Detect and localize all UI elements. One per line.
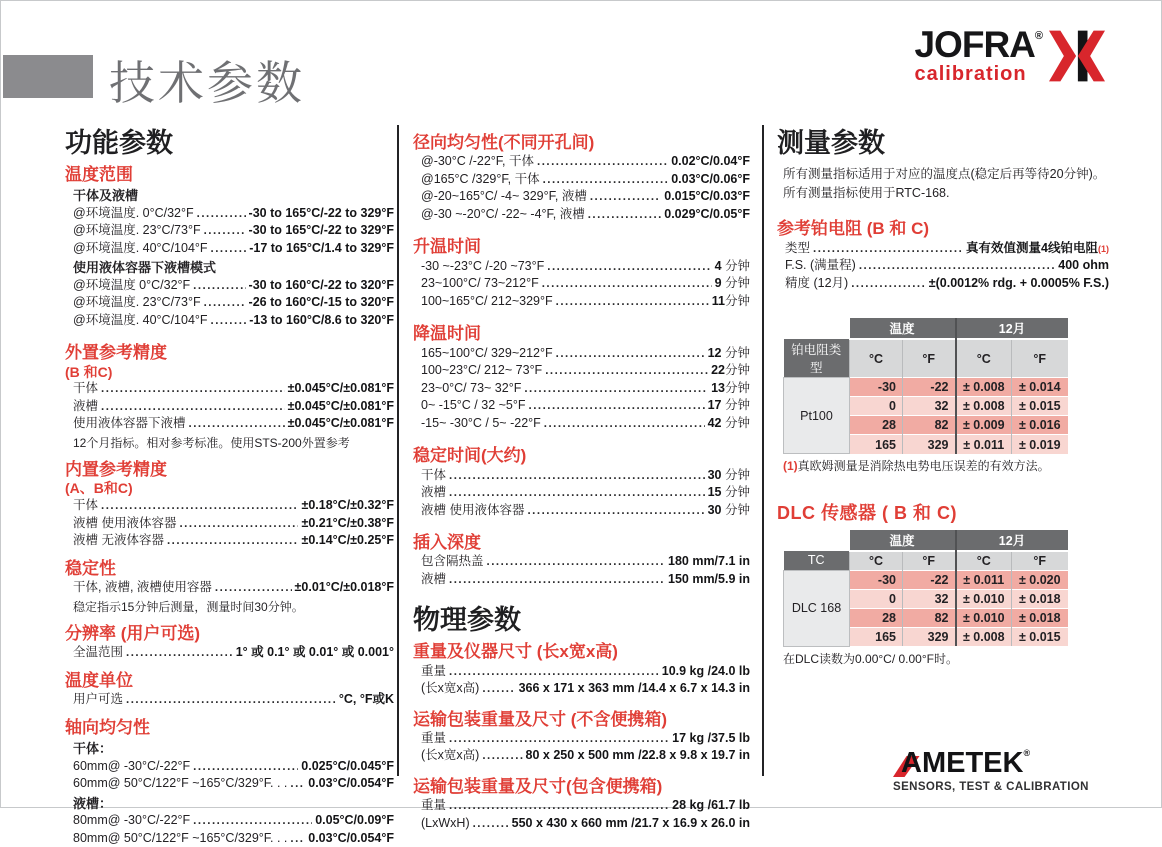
section-heading-measurement: 测量参数 xyxy=(777,128,885,158)
table-row: 165 329 ± 0.008 ± 0.015 xyxy=(784,627,1068,646)
spec-row: @165°C /329°F, 干体 ..... 0.03°C/0.06°F xyxy=(413,171,750,189)
jofra-logo xyxy=(914,24,1105,86)
spec-row: @-30°C /-22°F, 干体 ..... 0.02°C/0.04°F xyxy=(413,153,750,171)
spec-row: (长x宽x高) ..... 366 x 171 x 363 mm /14.4 x 6.7 x 14.3 in xyxy=(413,680,750,698)
spec-row: 重量 ..... 17 kg /37.5 lb xyxy=(413,730,750,748)
registered-mark: ® xyxy=(1034,30,1042,42)
spec-row: 165~100°C/ 329~212°F ..... 12 分钟 xyxy=(413,345,750,363)
table-group-header-temperature: 温度 xyxy=(850,530,956,551)
table-row: 0 32 ± 0.008 ± 0.015 xyxy=(784,397,1068,416)
middle-column xyxy=(413,129,750,832)
sensor-type-cell: DLC 168 xyxy=(784,570,850,646)
measurement-note-2: 所有测量指标使用于RTC-168. xyxy=(783,186,950,201)
table-group-header-12month: 12月 xyxy=(956,318,1068,339)
measurement-parameters-column xyxy=(777,129,1109,667)
spec-row: 类型 ..... 真有效值测量4线铂电阻 (1) xyxy=(777,240,1109,258)
section-temp-unit: 温度单位 用户可选 ..... °C, °F或K xyxy=(65,671,394,709)
spec-row: 全温范围 ..... 1° 或 0.1° 或 0.01° 或 0.001° xyxy=(65,644,394,662)
spec-row: @-30 ~-20°C/ -22~ -4°F, 液槽 ..... 0.029°C/0.05°F xyxy=(413,206,750,224)
section-heatup-time: 升温时间 -30 ~-23°C /-20 ~73°F ..... 4 分钟 23~100°C/ 73~212°F ..... 9 分钟 100~165°C/ 212~329°F ..... 11 分钟 xyxy=(413,237,750,310)
spec-row: 80mm@ -30°C/-22°F ..... 0.05°C/0.09°F xyxy=(65,812,394,830)
section-heading-physical: 物理参数 xyxy=(413,605,521,636)
table-group-header-12month: 12月 xyxy=(956,530,1068,551)
spec-row: (LxWxH) ..... 550 x 430 x 660 mm /21.7 x 16.9 x 26.0 in xyxy=(413,815,750,833)
section-internal-reference-accuracy: 内置参考精度 (A、B和C) 干体 ..... ±0.18°C/±0.32°F 液槽 使用液体容器 ..... ±0.21°C/±0.38°F 液槽 无液体容器 ..... ±0.14°C/±0.25°F xyxy=(65,460,394,550)
page-title: 技术参数 xyxy=(109,58,305,109)
table-row: Pt100 -30 -22 ± 0.008 ± 0.014 xyxy=(784,378,1068,397)
section-shipping-weight-case: 运输包装重量及尺寸(包含便携箱) 重量 ..... 28 kg /61.7 lb (LxWxH) ..... 550 x 430 x 660 mm /21.7 x 16.9 x 26.0 in xyxy=(413,777,750,832)
spec-row: 0~ -15°C / 32 ~5°F ..... 17 分钟 xyxy=(413,397,750,415)
jofra-logo-text xyxy=(914,24,1042,86)
jofra-logo-mark-icon xyxy=(1049,27,1105,85)
section-reference-prt: 参考铂电阻 (B 和 C) 类型 ..... 真有效值测量4线铂电阻 (1) F.S. (满量程) ..... 400 ohm 精度 (12月) ..... ±(0.0012% rdg. + 0.0005% F.S.) xyxy=(777,219,1109,292)
spec-row: 液槽 使用液体容器 ..... ±0.21°C/±0.38°F xyxy=(65,515,394,533)
spec-row: @环境温度. 23°C/73°F ..... -26 to 160°C/-15 to 320°F xyxy=(65,294,394,312)
table-row: DLC 168 -30 -22 ± 0.011 ± 0.020 xyxy=(784,570,1068,589)
footnote-marker: (1) xyxy=(1098,243,1109,254)
spec-row: @环境温度. 40°C/104°F ..... -17 to 165°C/1.4 to 329°F xyxy=(65,240,394,258)
spec-row: 干体 ..... ±0.045°C/±0.081°F xyxy=(65,380,394,398)
spec-row: (长x宽x高) ..... 80 x 250 x 500 mm /22.8 x 9.8 x 19.7 in xyxy=(413,747,750,765)
section-axial-homogeneity: 轴向均匀性 干体： 60mm@ -30°C/-22°F ..... 0.025°C/0.045°F 60mm@ 50°C/122°F ~165°C/329°F. . . ..... 0.03°C/0.054°F 液槽： 80mm@ -30°C/-22°F ..... 0.05°C/0.09°F 80mm@ 50°C/122°F ~165°C/329°F. . . ..... 0.03°C/0.054°F xyxy=(65,718,394,847)
section-weight-size: 重量及仪器尺寸 (长x宽x高) 重量 ..... 10.9 kg /24.0 lb (长x宽x高) ..... 366 x 171 x 363 mm /14.4 x 6.7 x 14.3 in xyxy=(413,642,750,697)
dlc-accuracy-table: 温度 12月 TC °C °F °C °F DLC 168 -30 -22 ± 0.011 ± 0.020 0 32 ± 0.010 ± 0.018 28 82 ± 0.010 ± 0.018 165 329 ± 0.008 ± 0.015 xyxy=(783,530,1068,647)
spec-row: 用户可选 ..... °C, °F或K xyxy=(65,691,394,709)
spec-row: -30 ~-23°C /-20 ~73°F ..... 4 分钟 xyxy=(413,258,750,276)
section-cooldown-time: 降温时间 165~100°C/ 329~212°F ..... 12 分钟 100~23°C/ 212~ 73°F ..... 22 分钟 23~0°C/ 73~ 32°F ..... 13 分钟 0~ -15°C / 32 ~5°F ..... 17 分钟 -15~ -30°C / 5~ -22°F ..... 42 分钟 xyxy=(413,324,750,432)
spec-row: 23~0°C/ 73~ 32°F ..... 13 分钟 xyxy=(413,380,750,398)
section-resolution: 分辨率 (用户可选) 全温范围 ..... 1° 或 0.1° 或 0.01° 或 0.001° xyxy=(65,624,394,662)
section-temp-range: 温度范围 干体及液槽 @环境温度. 0°C/32°F ..... -30 to 165°C/-22 to 329°F @环境温度. 23°C/73°F ..... -30 to 165°C/-22 to 329°F @环境温度. 40°C/104°F ..... -17 to 165°C/1.4 to 329°F 使用液体容器下液槽模式 @环境温度 0°C/32°F ..... -30 to 160°C/-22 to 320°F @环境温度. 23°C/73°F ..... -26 to 160°C/-15 to 320°F @环境温度. 40°C/104°F ..... -13 to 160°C/8.6 to 320°F xyxy=(65,165,394,329)
column-divider xyxy=(397,125,399,776)
spec-row: 重量 ..... 28 kg /61.7 lb xyxy=(413,797,750,815)
spec-row: 液槽 ..... ±0.045°C/±0.081°F xyxy=(65,398,394,416)
spec-row: @环境温度 0°C/32°F ..... -30 to 160°C/-22 to 320°F xyxy=(65,277,394,295)
measurement-note-1: 所有测量指标适用于对应的温度点(稳定后再等待20分钟)。 xyxy=(783,166,1106,181)
section-note: 稳定指示15分钟后测量，测量时间30分钟。 xyxy=(73,599,304,614)
section-external-reference-accuracy: 外置参考精度 (B 和C) 干体 ..... ±0.045°C/±0.081°F 液槽 ..... ±0.045°C/±0.081°F 使用液体容器下液槽 ..... ±0.045°C/±0.081°F 12个月指标。相对参考标准。使用STS-200外置参考 xyxy=(65,343,394,451)
spec-row: @环境温度. 23°C/73°F ..... -30 to 165°C/-22 to 329°F xyxy=(65,222,394,240)
spec-row: 100~23°C/ 212~ 73°F ..... 22 分钟 xyxy=(413,362,750,380)
section-heading-functional: 功能参数 xyxy=(65,128,173,158)
spec-row: 干体, 液槽, 液槽使用容器 ..... ±0.01°C/±0.018°F xyxy=(65,579,394,597)
table-row-header: TC xyxy=(784,551,850,570)
section-stabilization-time: 稳定时间(大约) 干体 ..... 30 分钟 液槽 ..... 15 分钟 液槽 使用液体容器 ..... 30 分钟 xyxy=(413,446,750,519)
section-radial-homogeneity: 径向均匀性(不同开孔间) @-30°C /-22°F, 干体 ..... 0.02°C/0.04°F @165°C /329°F, 干体 ..... 0.03°C/0.06°F @-20~165°C/ -4~ 329°F, 液槽 ..... 0.015°C/0.03°F @-30 ~-20°C/ -22~ -4°F, 液槽 ..... 0.029°C/0.05°F xyxy=(413,133,750,223)
spec-row: @环境温度. 0°C/32°F ..... -30 to 165°C/-22 to 329°F xyxy=(65,205,394,223)
section-insertion-depth: 插入深度 包含隔热盖 ..... 180 mm/7.1 in 液槽 ..... 150 mm/5.9 in xyxy=(413,533,750,588)
spec-row: F.S. (满量程) ..... 400 ohm xyxy=(777,257,1109,275)
functional-parameters-column xyxy=(65,129,394,847)
spec-row: 100~165°C/ 212~329°F ..... 11 分钟 xyxy=(413,293,750,311)
table-group-header-temperature: 温度 xyxy=(850,318,956,339)
spec-row: 包含隔热盖 ..... 180 mm/7.1 in xyxy=(413,553,750,571)
section-shipping-weight-nocase: 运输包装重量及尺寸 (不含便携箱) 重量 ..... 17 kg /37.5 lb (长x宽x高) ..... 80 x 250 x 500 mm /22.8 x 9.8 x 19.7 in xyxy=(413,710,750,765)
spec-row: 液槽 使用液体容器 ..... 30 分钟 xyxy=(413,502,750,520)
table-row: 165 329 ± 0.011 ± 0.019 xyxy=(784,435,1068,454)
section-stability: 稳定性 干体, 液槽, 液槽使用容器 ..... ±0.01°C/±0.018°F 稳定指示15分钟后测量，测量时间30分钟。 xyxy=(65,559,394,615)
spec-row: @环境温度. 40°C/104°F ..... -13 to 160°C/8.6 to 320°F xyxy=(65,312,394,330)
spec-row: 使用液体容器下液槽 ..... ±0.045°C/±0.081°F xyxy=(65,415,394,433)
jofra-brand-name: JOFRA® xyxy=(914,24,1042,65)
header-accent-block xyxy=(3,55,93,98)
spec-row: 精度 (12月) ..... ±(0.0012% rdg. + 0.0005% F.S.) xyxy=(777,275,1109,293)
table-row: 28 82 ± 0.010 ± 0.018 xyxy=(784,608,1068,627)
spec-row: 液槽 ..... 150 mm/5.9 in xyxy=(413,571,750,589)
pt100-accuracy-table: 温度 12月 铂电阻类型 °C °F °C °F Pt100 -30 -22 ± 0.008 ± 0.014 0 32 ± 0.008 ± 0.015 28 82 ± 0.009 ± 0.016 165 329 ± 0.011 ± 0.019 xyxy=(783,318,1068,454)
spec-row: 液槽 ..... 15 分钟 xyxy=(413,484,750,502)
section-dlc-sensor: DLC 传感器 ( B 和 C) xyxy=(777,502,957,523)
table-row: 28 82 ± 0.009 ± 0.016 xyxy=(784,416,1068,435)
spec-row: @-20~165°C/ -4~ 329°F, 液槽 ..... 0.015°C/0.03°F xyxy=(413,188,750,206)
spec-row: 80mm@ 50°C/122°F ~165°C/329°F. . . ..... 0.03°C/0.054°F xyxy=(65,830,394,847)
ametek-logo xyxy=(893,747,1107,793)
sensor-type-cell: Pt100 xyxy=(784,378,850,454)
column-divider xyxy=(762,125,764,776)
spec-row: 60mm@ -30°C/-22°F ..... 0.025°C/0.045°F xyxy=(65,758,394,776)
spec-row: 23~100°C/ 73~212°F ..... 9 分钟 xyxy=(413,275,750,293)
ametek-brand-sub: SENSORS, TEST & CALIBRATION xyxy=(893,781,1089,793)
table-footnote: (1)真欧姆测量是消除热电势电压误差的有效方法。 xyxy=(783,459,1050,474)
spec-row: 干体 ..... 30 分钟 xyxy=(413,467,750,485)
table-row-header: 铂电阻类型 xyxy=(784,339,850,378)
spec-row: 干体 ..... ±0.18°C/±0.32°F xyxy=(65,497,394,515)
jofra-brand-sub: calibration xyxy=(914,63,1027,86)
ametek-brand-name: AMETEK® xyxy=(901,747,1031,779)
spec-row: 重量 ..... 10.9 kg /24.0 lb xyxy=(413,663,750,681)
section-note: 12个月指标。相对参考标准。使用STS-200外置参考 xyxy=(73,435,350,450)
spec-row: 液槽 无液体容器 ..... ±0.14°C/±0.25°F xyxy=(65,532,394,550)
table-footnote: 在DLC读数为0.00°C/ 0.00°F时。 xyxy=(783,651,958,666)
registered-mark: ® xyxy=(1023,748,1031,758)
table-row: 0 32 ± 0.010 ± 0.018 xyxy=(784,589,1068,608)
spec-row: -15~ -30°C / 5~ -22°F ..... 42 分钟 xyxy=(413,415,750,433)
spec-row: 60mm@ 50°C/122°F ~165°C/329°F. . . ..... 0.03°C/0.054°F xyxy=(65,775,394,793)
